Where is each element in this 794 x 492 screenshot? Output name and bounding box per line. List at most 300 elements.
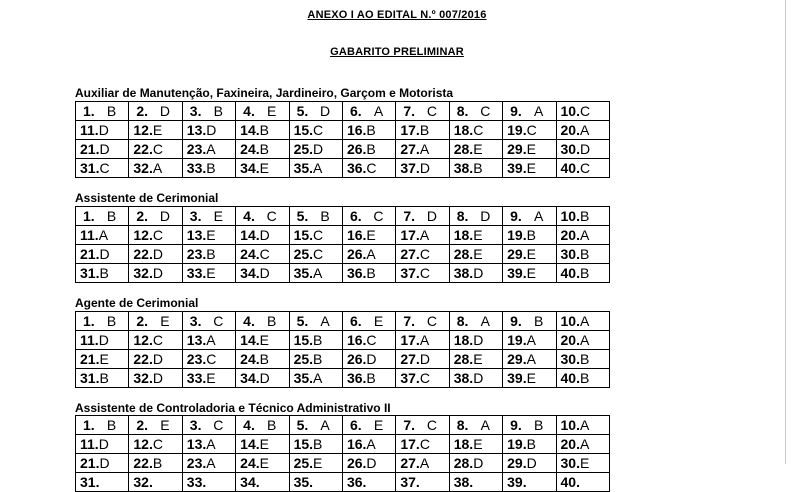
question-number: 24. — [240, 141, 260, 157]
answer-row — [76, 264, 610, 283]
answer-row — [76, 350, 610, 369]
answer-letter: C — [426, 103, 437, 119]
question-number: 34. — [240, 160, 260, 176]
answer-letter: D — [152, 246, 163, 262]
section-label-4: Assistente de Controladoria e Técnico Administrativo II — [75, 401, 391, 415]
answer-cell — [449, 369, 502, 388]
answer-cell — [449, 331, 502, 350]
answer-cell — [342, 435, 395, 454]
question-number: 40. — [560, 265, 580, 281]
answer-cell — [503, 121, 556, 140]
question-number: 29. — [507, 141, 527, 157]
question-number: 16. — [346, 436, 367, 452]
answer-cell — [236, 350, 289, 369]
document-title: ANEXO I AO EDITAL N.º 007/2016 — [307, 9, 487, 21]
answer-cell — [396, 226, 449, 245]
answer-cell — [76, 245, 129, 264]
question-number: 10. — [560, 313, 580, 329]
question-number: 32. — [133, 265, 153, 281]
question-number: 32. — [133, 370, 153, 386]
answer-cell — [503, 207, 556, 226]
answer-cell — [342, 102, 395, 121]
question-number: 34. — [240, 474, 260, 490]
question-number: 4. — [243, 103, 255, 119]
answer-cell — [236, 312, 289, 331]
answer-letter: B — [99, 265, 109, 281]
question-number: 25. — [293, 351, 314, 367]
answer-letter: A — [526, 332, 536, 348]
answer-cell — [449, 121, 502, 140]
answer-row — [76, 454, 610, 473]
answer-letter: A — [419, 227, 430, 243]
question-number: 23. — [186, 455, 207, 471]
answer-letter: D — [313, 141, 324, 157]
answer-letter: C — [152, 436, 163, 452]
question-number: 27. — [400, 141, 420, 157]
answer-cell — [556, 207, 609, 226]
question-number: 11. — [80, 227, 99, 243]
question-number: 3. — [189, 103, 202, 119]
answer-letter: C — [152, 227, 163, 243]
answer-letter: E — [152, 122, 163, 138]
answer-letter: E — [160, 313, 170, 329]
answer-letter: A — [533, 103, 544, 119]
answer-letter: C — [213, 417, 224, 433]
answer-letter: B — [259, 141, 269, 157]
answer-letter: D — [152, 265, 163, 281]
answer-letter: E — [473, 436, 483, 452]
answer-cell — [182, 435, 235, 454]
answer-cell — [129, 350, 182, 369]
answer-row — [76, 331, 610, 350]
answer-letter: C — [579, 103, 591, 119]
answer-cell — [76, 140, 129, 159]
answer-letter: D — [99, 141, 110, 157]
question-number: 1. — [83, 313, 95, 329]
answer-letter: D — [259, 227, 270, 243]
question-number: 38. — [453, 474, 474, 490]
answer-cell — [289, 416, 342, 435]
question-number: 24. — [240, 455, 260, 471]
answer-cell — [556, 312, 609, 331]
answer-cell — [449, 435, 502, 454]
question-number: 36. — [346, 160, 367, 176]
question-number: 30. — [560, 455, 580, 471]
answer-letter: D — [473, 332, 484, 348]
question-number: 29. — [507, 246, 527, 262]
answer-letter: E — [213, 208, 223, 224]
question-number: 2. — [136, 208, 149, 224]
answer-cell — [503, 226, 556, 245]
answer-letter: B — [579, 208, 590, 224]
question-number: 33. — [186, 474, 207, 490]
question-number: 32. — [133, 474, 153, 490]
answer-letter: D — [473, 370, 484, 386]
answer-cell — [129, 416, 182, 435]
answer-cell — [182, 312, 235, 331]
answer-letter: E — [259, 160, 269, 176]
answer-cell — [129, 331, 182, 350]
answer-cell — [396, 140, 449, 159]
answer-cell — [289, 207, 342, 226]
question-number: 31. — [80, 474, 100, 490]
answer-cell — [342, 312, 395, 331]
answer-cell — [76, 435, 129, 454]
answer-cell — [182, 102, 235, 121]
answer-letter: D — [419, 160, 430, 176]
answer-letter: E — [313, 455, 323, 471]
question-number: 26. — [346, 246, 367, 262]
question-number: 7. — [403, 103, 416, 119]
answer-letter: D — [206, 122, 217, 138]
question-number: 4. — [243, 417, 255, 433]
answer-cell — [129, 473, 182, 492]
answer-cell — [182, 454, 235, 473]
answer-cell — [342, 416, 395, 435]
answer-letter: B — [526, 227, 536, 243]
answer-letter: A — [579, 313, 590, 329]
question-number: 16. — [346, 122, 367, 138]
question-number: 34. — [240, 265, 260, 281]
question-number: 9. — [510, 417, 522, 433]
answer-letter: D — [366, 351, 377, 367]
answer-cell — [129, 207, 182, 226]
answer-letter: A — [419, 332, 430, 348]
question-number: 28. — [453, 246, 474, 262]
answer-cell — [556, 264, 609, 283]
question-number: 18. — [453, 122, 474, 138]
answer-letter: C — [313, 227, 324, 243]
answer-cell — [449, 264, 502, 283]
answer-cell — [236, 159, 289, 178]
answer-cell — [76, 102, 129, 121]
answer-cell — [76, 312, 129, 331]
answer-cell — [342, 454, 395, 473]
question-number: 17. — [400, 122, 420, 138]
question-number: 36. — [346, 474, 367, 490]
question-number: 6. — [349, 208, 362, 224]
question-number: 19. — [507, 332, 527, 348]
question-number: 15. — [293, 227, 314, 243]
answer-cell — [342, 226, 395, 245]
answer-cell — [396, 331, 449, 350]
answer-letter: A — [579, 122, 590, 138]
question-number: 17. — [400, 436, 420, 452]
answer-cell — [556, 416, 609, 435]
answer-cell — [236, 473, 289, 492]
question-number: 9. — [510, 208, 522, 224]
answer-letter: B — [366, 265, 376, 281]
answer-letter: A — [366, 436, 376, 452]
answer-letter: E — [473, 351, 483, 367]
answer-cell — [76, 207, 129, 226]
answer-cell — [129, 264, 182, 283]
question-number: 37. — [400, 370, 420, 386]
question-number: 3. — [189, 208, 202, 224]
answer-cell — [503, 102, 556, 121]
question-number: 7. — [403, 417, 416, 433]
answer-letter: A — [313, 160, 323, 176]
question-number: 32. — [133, 160, 153, 176]
answer-cell — [129, 102, 182, 121]
answer-row — [76, 207, 610, 226]
answer-grid-4 — [75, 415, 610, 492]
answer-cell — [396, 207, 449, 226]
answer-letter: E — [259, 455, 269, 471]
answer-cell — [396, 312, 449, 331]
section-label-2: Assistente de Cerimonial — [75, 191, 219, 205]
answer-letter: B — [526, 436, 536, 452]
answer-letter: A — [313, 265, 323, 281]
question-number: 7. — [403, 208, 416, 224]
question-number: 21. — [80, 455, 100, 471]
answer-cell — [129, 435, 182, 454]
question-number: 39. — [507, 265, 527, 281]
answer-cell — [396, 454, 449, 473]
answer-cell — [182, 331, 235, 350]
answer-letter: B — [267, 417, 277, 433]
answer-letter: E — [526, 370, 536, 386]
question-number: 21. — [80, 351, 100, 367]
question-number: 27. — [400, 351, 420, 367]
question-number: 35. — [293, 370, 314, 386]
question-number: 12. — [133, 122, 153, 138]
answer-letter: C — [419, 370, 430, 386]
answer-letter: D — [259, 265, 270, 281]
question-number: 35. — [293, 265, 314, 281]
answer-cell — [342, 207, 395, 226]
question-number: 19. — [507, 436, 527, 452]
answer-cell — [449, 245, 502, 264]
answer-row — [76, 312, 610, 331]
answer-cell — [449, 102, 502, 121]
question-number: 23. — [186, 246, 207, 262]
answer-cell — [342, 369, 395, 388]
answer-letter: B — [419, 122, 430, 138]
answer-cell — [236, 121, 289, 140]
question-number: 27. — [400, 246, 420, 262]
question-number: 15. — [293, 122, 314, 138]
answer-cell — [556, 473, 609, 492]
answer-cell — [556, 102, 609, 121]
answer-letter: E — [526, 265, 536, 281]
answer-cell — [129, 140, 182, 159]
answer-cell — [236, 140, 289, 159]
question-number: 13. — [186, 436, 207, 452]
answer-letter: A — [206, 141, 216, 157]
answer-letter: C — [526, 122, 537, 138]
answer-cell — [556, 331, 609, 350]
answer-letter: A — [579, 332, 590, 348]
question-number: 22. — [133, 351, 153, 367]
question-number: 2. — [136, 417, 149, 433]
answer-cell — [449, 350, 502, 369]
answer-cell — [289, 245, 342, 264]
answer-letter: C — [419, 436, 430, 452]
question-number: 33. — [186, 370, 207, 386]
question-number: 10. — [560, 417, 580, 433]
answer-cell — [289, 435, 342, 454]
answer-letter: B — [313, 332, 323, 348]
answer-letter: E — [526, 160, 536, 176]
answer-letter: D — [579, 141, 591, 157]
answer-row — [76, 245, 610, 264]
answer-cell — [449, 159, 502, 178]
answer-letter: A — [206, 436, 216, 452]
answer-letter: C — [419, 246, 430, 262]
answer-letter: B — [106, 417, 117, 433]
question-number: 30. — [560, 351, 580, 367]
answer-letter: D — [152, 370, 163, 386]
question-number: 22. — [133, 141, 153, 157]
question-number: 13. — [186, 332, 207, 348]
question-number: 19. — [507, 122, 527, 138]
answer-letter: E — [259, 436, 269, 452]
answer-grid-3 — [75, 311, 610, 388]
answer-cell — [182, 369, 235, 388]
answer-letter: D — [159, 208, 170, 224]
answer-letter: A — [320, 313, 330, 329]
answer-cell — [236, 435, 289, 454]
answer-letter: A — [579, 227, 590, 243]
answer-cell — [396, 435, 449, 454]
answer-letter: E — [267, 103, 277, 119]
answer-cell — [182, 416, 235, 435]
answer-letter: A — [533, 208, 544, 224]
answer-letter: E — [526, 246, 536, 262]
question-number: 16. — [346, 332, 367, 348]
answer-cell — [76, 454, 129, 473]
answer-cell — [129, 121, 182, 140]
answer-row — [76, 416, 610, 435]
answer-letter: A — [579, 417, 590, 433]
answer-cell — [396, 245, 449, 264]
answer-cell — [289, 369, 342, 388]
answer-letter: D — [366, 455, 377, 471]
answer-letter: E — [206, 370, 216, 386]
question-number: 31. — [80, 160, 100, 176]
question-number: 13. — [186, 122, 207, 138]
answer-cell — [76, 159, 129, 178]
answer-letter: C — [259, 246, 270, 262]
answer-cell — [76, 331, 129, 350]
answer-cell — [449, 416, 502, 435]
answer-cell — [503, 312, 556, 331]
answer-cell — [556, 350, 609, 369]
answer-cell — [449, 207, 502, 226]
answer-cell — [289, 264, 342, 283]
answer-cell — [289, 121, 342, 140]
question-number: 26. — [346, 141, 367, 157]
question-number: 12. — [133, 227, 153, 243]
answer-letter: B — [259, 351, 269, 367]
answer-letter: A — [579, 436, 590, 452]
answer-letter: A — [320, 417, 330, 433]
question-number: 14. — [240, 122, 260, 138]
answer-cell — [556, 140, 609, 159]
question-number: 37. — [400, 265, 420, 281]
question-number: 8. — [456, 103, 469, 119]
question-number: 23. — [186, 351, 207, 367]
answer-cell — [76, 416, 129, 435]
answer-letter: C — [313, 122, 324, 138]
answer-cell — [182, 121, 235, 140]
question-number: 4. — [243, 208, 255, 224]
answer-letter: B — [206, 246, 216, 262]
answer-cell — [396, 121, 449, 140]
answer-letter: C — [426, 313, 437, 329]
question-number: 1. — [83, 103, 95, 119]
answer-letter: D — [159, 103, 170, 119]
answer-cell — [289, 312, 342, 331]
question-number: 36. — [346, 265, 367, 281]
question-number: 11. — [80, 122, 99, 138]
answer-letter: D — [98, 122, 109, 138]
question-number: 6. — [349, 103, 362, 119]
question-number: 27. — [400, 455, 420, 471]
answer-letter: D — [320, 103, 331, 119]
question-number: 21. — [80, 141, 100, 157]
section-label-1: Auxiliar de Manutenção, Faxineira, Jardineiro, Garçom e Motorista — [75, 86, 454, 100]
answer-cell — [289, 473, 342, 492]
question-number: 30. — [560, 246, 580, 262]
answer-letter: C — [366, 332, 377, 348]
question-number: 39. — [507, 160, 527, 176]
question-number: 33. — [186, 265, 207, 281]
answer-letter: D — [152, 351, 163, 367]
question-number: 5. — [296, 417, 309, 433]
answer-letter: C — [366, 160, 377, 176]
answer-cell — [396, 369, 449, 388]
question-number: 18. — [453, 332, 474, 348]
question-number: 26. — [346, 351, 367, 367]
question-number: 1. — [83, 208, 95, 224]
answer-cell — [396, 416, 449, 435]
answer-letter: B — [533, 417, 544, 433]
answer-letter: A — [480, 313, 490, 329]
answer-letter: C — [419, 265, 430, 281]
question-number: 40. — [560, 160, 580, 176]
question-number: 31. — [80, 370, 100, 386]
answer-letter: E — [473, 246, 483, 262]
answer-letter: C — [152, 332, 163, 348]
answer-letter: E — [473, 227, 483, 243]
question-number: 11. — [80, 332, 99, 348]
question-number: 4. — [243, 313, 255, 329]
question-number: 37. — [400, 474, 420, 490]
answer-letter: E — [160, 417, 170, 433]
answer-letter: C — [206, 351, 217, 367]
question-number: 3. — [189, 417, 202, 433]
question-number: 6. — [349, 417, 362, 433]
question-number: 23. — [186, 141, 207, 157]
answer-cell — [503, 331, 556, 350]
answer-cell — [182, 140, 235, 159]
answer-letter: C — [313, 246, 324, 262]
answer-letter: B — [366, 370, 376, 386]
answer-row — [76, 473, 610, 492]
answer-letter: D — [99, 455, 110, 471]
answer-grid-2 — [75, 206, 610, 283]
answer-letter: B — [366, 122, 376, 138]
answer-cell — [342, 140, 395, 159]
answer-cell — [449, 473, 502, 492]
question-number: 8. — [456, 313, 469, 329]
answer-cell — [503, 473, 556, 492]
question-number: 16. — [346, 227, 367, 243]
answer-letter: B — [579, 370, 590, 386]
answer-letter: B — [473, 160, 483, 176]
